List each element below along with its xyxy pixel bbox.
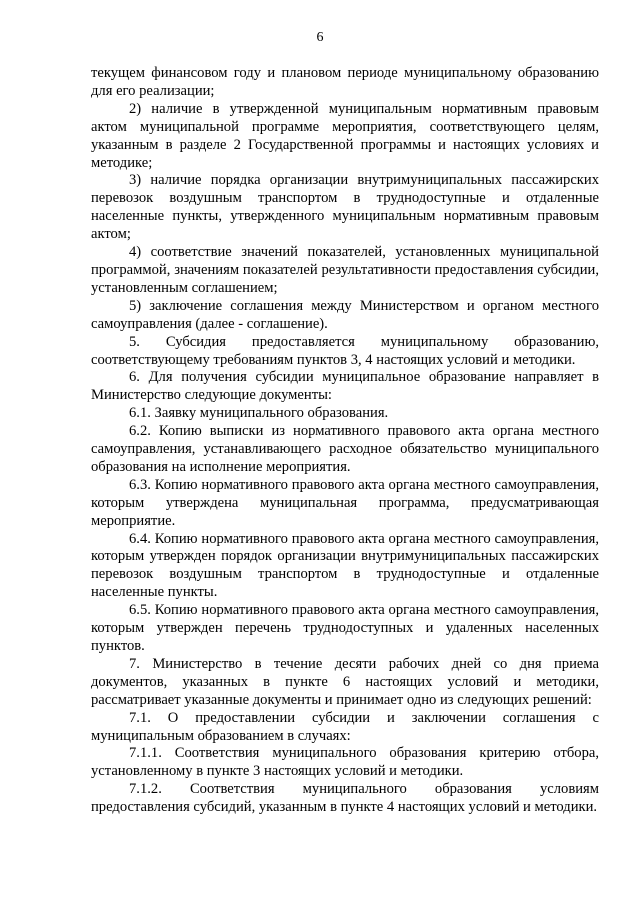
paragraph: 4) соответствие значений показателей, установленных муниципальной программой, значениям показателей результативности предоставления субсидии, установленным соглашением; [91,244,599,296]
paragraph: 5) заключение соглашения между Министерством и органом местного самоуправления (далее - соглашение). [91,297,599,332]
paragraph: 7.1. О предоставлении субсидии и заключении соглашения с муниципальным образованием в случаях: [91,709,599,744]
paragraph: 7. Министерство в течение десяти рабочих дней со дня приема документов, указанных в пункте 6 настоящих условий и методики, рассматривает указанные документы и принимает одно из следующих решений: [91,655,599,708]
document-body [91,65,599,817]
paragraph: текущем финансовом году и плановом периоде муниципальному образованию для его реализации; [91,65,599,99]
page-number: 6 [316,30,324,45]
paragraph: 3) наличие порядка организации внутримуниципальных пассажирских перевозок воздушным транспортом в труднодоступные и отдаленные населенные пункты, утвержденного муниципальным нормативным правовым актом; [91,172,599,243]
paragraph: 6.1. Заявку муниципального образования. [129,405,389,422]
paragraph: 6.4. Копию нормативного правового акта органа местного самоуправления, которым утвержден порядок организации внутримуниципальных пассажирских перевозок воздушным транспортом в труднодоступные и отдаленные населенные пункты. [91,530,599,601]
paragraph: 6. Для получения субсидии муниципальное образование направляет в Министерство следующие документы: [91,369,599,404]
paragraph: 6.3. Копию нормативного правового акта органа местного самоуправления, которым утверждена муниципальная программа, предусматривающая мероприятие. [91,476,599,529]
paragraph: 7.1.1. Соответствия муниципального образования критерию отбора, установленному в пункте 3 настоящих условий и методики. [91,745,599,780]
paragraph: 2) наличие в утвержденной муниципальным нормативным правовым актом муниципальной программе мероприятия, соответствующего целям, указанным в разделе 2 Государственной программы и настоящих условиях и методике; [91,100,599,171]
paragraph: 5. Субсидия предоставляется муниципальному образованию, соответствующему требованиям пунктов 3, 4 настоящих условий и методики. [91,333,599,368]
paragraph: 7.1.2. Соответствия муниципального образования условиям предоставления субсидий, указанным в пункте 4 настоящих условий и методики. [91,781,599,816]
paragraph: 6.5. Копию нормативного правового акта органа местного самоуправления, которым утвержден перечень труднодоступных и удаленных населенных пунктов. [91,602,599,654]
paragraph: 6.2. Копию выписки из нормативного правового акта органа местного самоуправления, устанавливающего расходное обязательство муниципального образования на исполнение мероприятия. [91,423,599,475]
